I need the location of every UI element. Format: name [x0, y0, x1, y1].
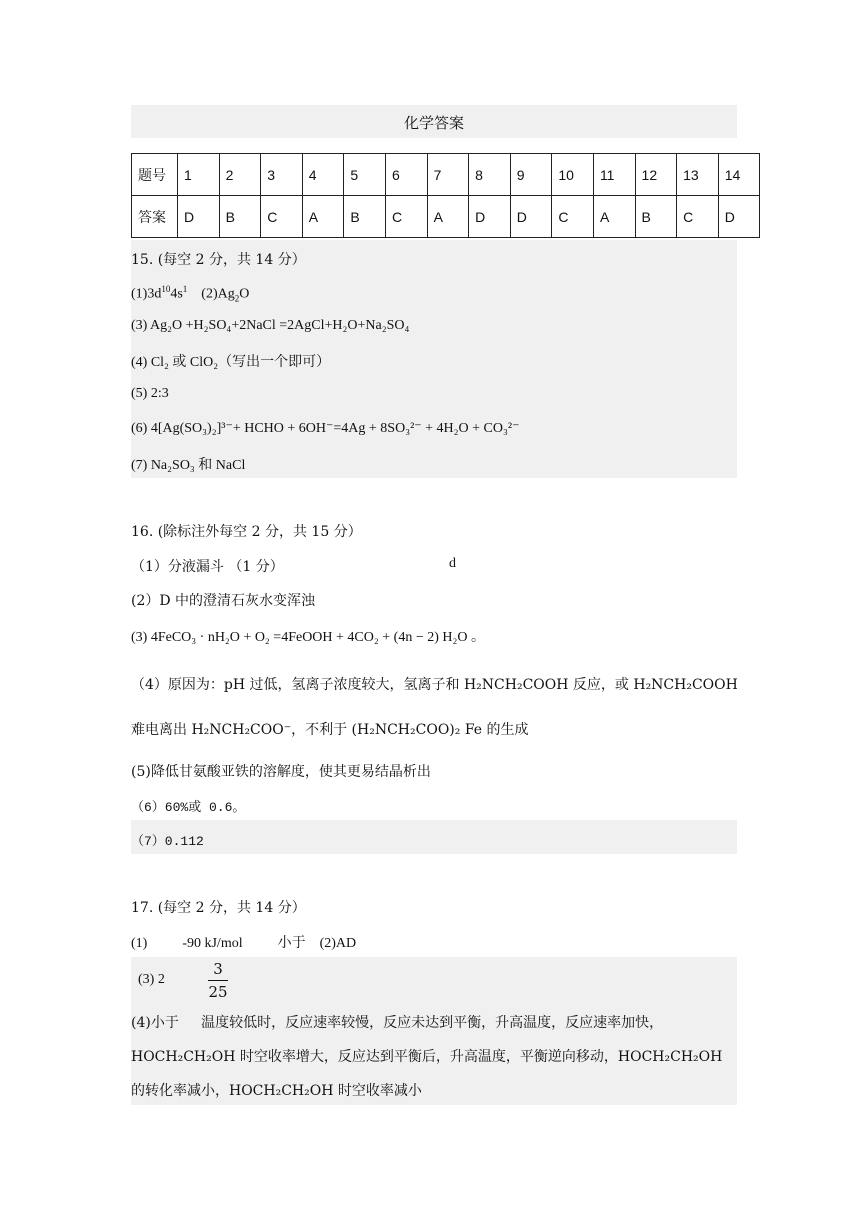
q17-line-3: (3) 2 — [138, 972, 165, 987]
q16-header: 16. (除标注外每空 2 分，共 15 分） — [131, 524, 362, 540]
q15-line-3: (3) Ag₂O +H₂SO₄+2NaCl =2AgCl+H₂O+Na₂SO₄ — [131, 318, 410, 333]
table-cell: 4 — [302, 154, 344, 196]
q16-background — [131, 820, 737, 854]
table-cell: D — [510, 196, 552, 238]
q16-line-1-answer: d — [449, 556, 456, 571]
table-cell: C — [261, 196, 303, 238]
q17-line-4c: 的转化率减小，HOCH₂CH₂OH 时空收率减小 — [131, 1083, 422, 1099]
table-cell: D — [178, 196, 220, 238]
q17-line-4: (4)小于 温度较低时，反应速率较慢，反应未达到平衡，升高温度，反应速率加快， — [131, 1015, 664, 1031]
table-cell: 3 — [261, 154, 303, 196]
table-cell: 12 — [635, 154, 677, 196]
table-cell: 11 — [593, 154, 635, 196]
q15-line-5: (5) 2:3 — [131, 386, 169, 401]
q16-line-4: （4）原因为：pH 过低，氢离子浓度较大，氢离子和 H₂NCH₂COOH 反应，或 H₂NCH₂COOH — [131, 677, 738, 693]
row-label-question-number: 题号 — [132, 154, 178, 196]
q16-line-1: （1）分液漏斗 （1 分） — [131, 559, 284, 575]
q15-line-4: (4) Cl₂ 或 ClO₂（写出一个即可） — [131, 355, 331, 370]
q17-line-4b: HOCH₂CH₂OH 时空收率增大，反应达到平衡后，升高温度，平衡逆向移动，HOCH₂CH₂OH — [131, 1049, 723, 1065]
table-cell: C — [385, 196, 427, 238]
table-cell: 2 — [219, 154, 261, 196]
table-cell: B — [219, 196, 261, 238]
table-cell: B — [344, 196, 386, 238]
table-cell: 8 — [469, 154, 511, 196]
table-cell: 6 — [385, 154, 427, 196]
q16-line-3: (3) 4FeCO₃ · nH₂O + O₂ =4FeOOH + 4CO₂ + (4n − 2) H₂O 。 — [131, 630, 485, 645]
q16-line-4b: 难电离出 H₂NCH₂COO⁻，不利于 (H₂NCH₂COO)₂ Fe 的生成 — [131, 722, 529, 738]
row-label-answer: 答案 — [132, 196, 178, 238]
table-cell: C — [552, 196, 594, 238]
table-cell: 14 — [718, 154, 760, 196]
q15-line-6: (6) 4[Ag(SO₃)₂]³⁻+ HCHO + 6OH⁻=4Ag + 8SO₃²⁻ + 4H₂O + CO₃²⁻ — [131, 421, 520, 436]
q17-fraction — [208, 960, 228, 1001]
table-row — [132, 196, 760, 238]
q15-line-7: (7) Na₂SO₃ 和 NaCl — [131, 458, 246, 473]
table-cell: 10 — [552, 154, 594, 196]
q15-header: 15. (每空 2 分，共 14 分） — [131, 252, 306, 268]
answer-table — [131, 153, 760, 238]
table-cell: C — [677, 196, 719, 238]
table-cell: 1 — [178, 154, 220, 196]
table-cell: 5 — [344, 154, 386, 196]
table-cell: A — [593, 196, 635, 238]
fraction-bar — [208, 980, 228, 981]
table-cell: 9 — [510, 154, 552, 196]
q16-line-7: （7）0.112 — [131, 834, 204, 849]
table-cell: D — [718, 196, 760, 238]
table-row — [132, 154, 760, 196]
q16-line-6: （6）60%或 0.6。 — [131, 800, 246, 815]
table-cell: B — [635, 196, 677, 238]
q17-line-1: (1) -90 kJ/mol 小于 (2)AD — [131, 936, 357, 951]
q16-line-5: (5)降低甘氨酸亚铁的溶解度，使其更易结晶析出 — [131, 764, 431, 780]
fraction-numerator: 3 — [213, 960, 223, 978]
table-cell: A — [427, 196, 469, 238]
q16-line-2: (2）D 中的澄清石灰水变浑浊 — [131, 593, 316, 609]
table-cell: A — [302, 196, 344, 238]
q17-header: 17. (每空 2 分，共 14 分） — [131, 900, 306, 916]
table-cell: 7 — [427, 154, 469, 196]
page-title: 化学答案 — [131, 105, 737, 138]
table-cell: D — [469, 196, 511, 238]
fraction-denominator: 25 — [208, 983, 228, 1001]
table-cell: 13 — [677, 154, 719, 196]
q15-line-1: $(1)3d^{10}4s^1$ $(2)Ag_2O$ — [131, 284, 250, 304]
